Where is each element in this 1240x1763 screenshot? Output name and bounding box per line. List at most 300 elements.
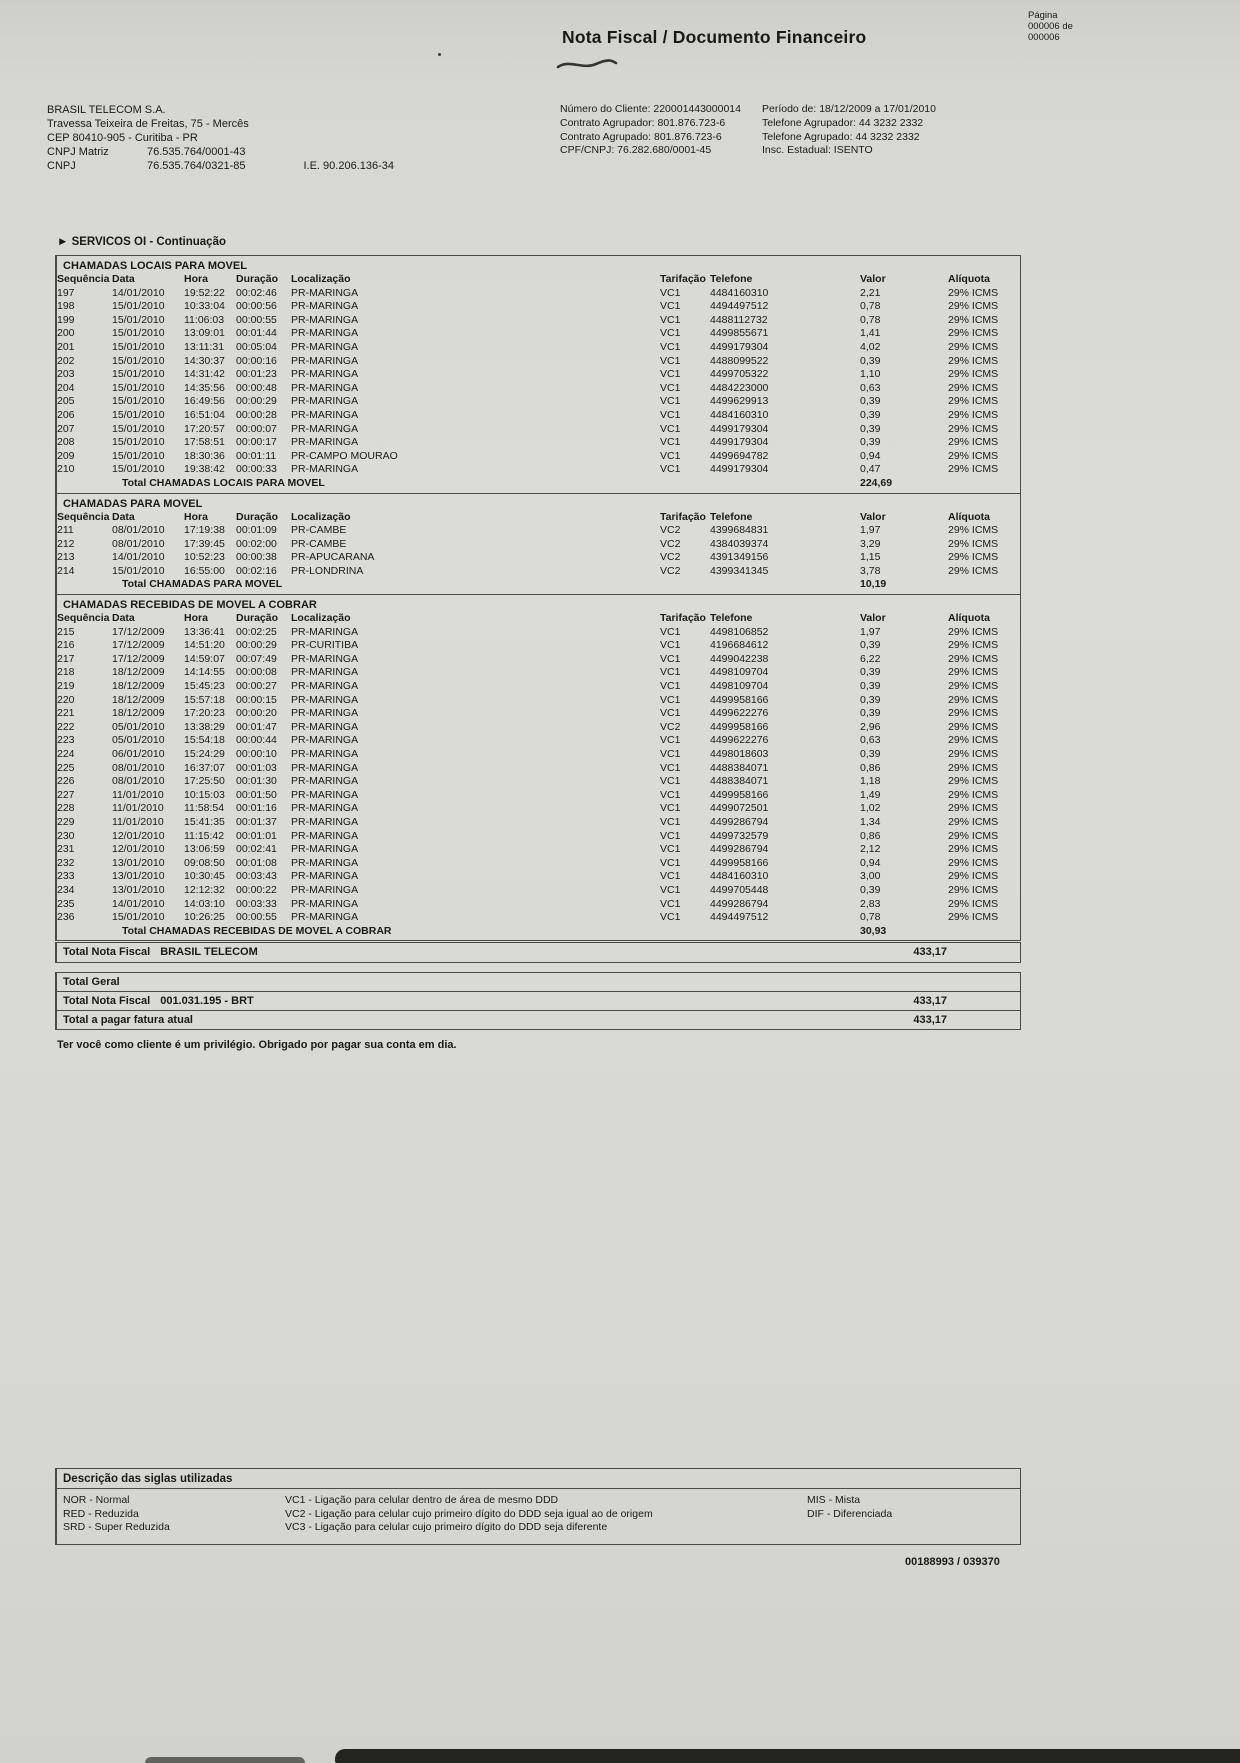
column-header: Sequência <box>57 510 110 523</box>
call-cell: 00:01:11 <box>236 449 277 462</box>
call-cell: 0,39 <box>860 639 881 652</box>
call-cell: 14:59:07 <box>184 652 225 665</box>
column-header: Telefone <box>710 510 753 523</box>
call-cell: 215 <box>57 625 75 638</box>
call-cell: 19:38:42 <box>184 463 225 476</box>
call-row <box>57 843 1020 857</box>
call-cell: 0,78 <box>860 300 881 313</box>
call-row <box>57 911 1020 925</box>
call-cell: 225 <box>57 761 75 774</box>
call-cell: 13:09:01 <box>184 327 225 340</box>
call-cell: 08/01/2010 <box>112 524 165 537</box>
call-cell: 13:38:29 <box>184 720 225 733</box>
call-cell: 0,63 <box>860 381 881 394</box>
client-number: Número do Cliente: 220001443000014 <box>560 103 741 115</box>
call-cell: 3,00 <box>860 870 881 883</box>
call-tables <box>57 256 1020 940</box>
total-nota-fiscal-sublabel: BRASIL TELECOM <box>160 946 258 958</box>
call-cell: VC1 <box>660 680 681 693</box>
siglas-column-1 <box>63 1494 285 1535</box>
call-cell: PR-CAMBE <box>291 537 347 550</box>
call-cell: 15/01/2010 <box>112 422 165 435</box>
call-cell: 29% ICMS <box>948 422 999 435</box>
call-cell: 4499958166 <box>710 693 769 706</box>
call-cell: 201 <box>57 340 75 353</box>
call-cell: VC1 <box>660 395 681 408</box>
call-row <box>57 639 1020 653</box>
cnpj-value: 76.535.764/0321-85 <box>147 160 246 172</box>
call-cell: VC2 <box>660 564 681 577</box>
call-cell: VC1 <box>660 286 681 299</box>
call-cell: 29% ICMS <box>948 707 999 720</box>
call-cell: 4494497512 <box>710 911 769 924</box>
total-a-pagar-value: 433,17 <box>913 1014 947 1026</box>
call-cell: VC1 <box>660 327 681 340</box>
call-cell: 14:14:55 <box>184 666 225 679</box>
call-cell: 4488099522 <box>710 354 769 367</box>
call-cell: PR-MARINGA <box>291 300 359 313</box>
call-cell: PR-MARINGA <box>291 748 359 760</box>
call-cell: 4488384071 <box>710 761 769 774</box>
total-geral-box <box>55 972 1021 1030</box>
call-row <box>57 707 1020 721</box>
call-cell: 4498109704 <box>710 666 769 679</box>
call-cell: 16:49:56 <box>184 395 225 408</box>
call-cell: 18/12/2009 <box>112 693 165 706</box>
call-cell: PR-MARINGA <box>291 843 359 856</box>
column-header: Hora <box>184 612 208 625</box>
call-cell: 4484160310 <box>710 286 769 299</box>
call-cell: 0,39 <box>860 395 881 408</box>
call-row <box>57 551 1020 565</box>
call-cell: 00:01:44 <box>236 327 277 340</box>
cnpj-matriz-label: CNPJ Matriz <box>47 146 109 158</box>
call-cell: 16:37:07 <box>184 761 225 774</box>
call-cell: 0,39 <box>860 680 881 693</box>
call-cell: 00:00:48 <box>236 381 277 394</box>
call-cell: 13:06:59 <box>184 843 225 856</box>
call-cell: 29% ICMS <box>948 734 999 747</box>
call-cell: PR-MARINGA <box>291 680 359 693</box>
call-cell: 4499958166 <box>710 856 769 869</box>
call-cell: VC2 <box>660 551 681 564</box>
call-table-total-label: Total CHAMADAS PARA MOVEL <box>122 578 283 591</box>
call-cell: 0,78 <box>860 313 881 326</box>
call-cell: 1,49 <box>860 788 881 801</box>
call-cell: VC1 <box>660 883 681 896</box>
call-row <box>57 734 1020 748</box>
call-cell: 197 <box>57 286 75 299</box>
call-cell: PR-MARINGA <box>291 775 359 788</box>
call-cell: 4499705322 <box>710 368 769 381</box>
call-cell: 0,63 <box>860 734 881 747</box>
call-cell: 10:30:45 <box>184 870 225 883</box>
column-header: Telefone <box>710 273 753 285</box>
call-cell: 17:20:57 <box>184 422 225 435</box>
call-cell: 235 <box>57 897 75 910</box>
call-cell: 29% ICMS <box>948 639 999 652</box>
call-cell: 4498106852 <box>710 625 769 638</box>
call-cell: 29% ICMS <box>948 815 999 828</box>
call-cell: 2,21 <box>860 286 881 299</box>
column-header: Data <box>112 510 135 523</box>
call-cell: PR-MARINGA <box>291 666 359 679</box>
call-cell: 05/01/2010 <box>112 734 165 747</box>
call-cell: 212 <box>57 537 75 550</box>
call-row <box>57 395 1020 409</box>
call-cell: 228 <box>57 802 75 815</box>
call-cell: 00:00:16 <box>236 354 277 367</box>
call-cell: 198 <box>57 300 75 313</box>
call-cell: 217 <box>57 652 75 665</box>
call-cell: 00:03:33 <box>236 897 277 910</box>
call-cell: 0,86 <box>860 761 881 774</box>
call-row <box>57 300 1020 314</box>
call-cell: 0,39 <box>860 748 881 760</box>
call-cell: 4484160310 <box>710 408 769 421</box>
call-cell: VC2 <box>660 537 681 550</box>
sigla-red: RED - Reduzida <box>63 1507 139 1520</box>
call-row <box>57 436 1020 450</box>
call-table-title: CHAMADAS PARA MOVEL <box>63 497 203 510</box>
call-cell: 11:15:42 <box>184 829 225 842</box>
sigla-nor: NOR - Normal <box>63 1494 130 1506</box>
page-info <box>1028 10 1073 43</box>
call-cell: VC1 <box>660 748 681 760</box>
call-row <box>57 538 1020 552</box>
call-cell: 219 <box>57 680 75 693</box>
call-cell: PR-MARINGA <box>291 354 359 367</box>
sigla-vc2: VC2 - Ligação para celular cujo primeiro dígito do DDD seja igual ao de origem <box>285 1507 653 1520</box>
call-cell: 216 <box>57 639 75 652</box>
call-cell: 204 <box>57 381 75 394</box>
call-cell: VC1 <box>660 856 681 869</box>
call-cell: VC1 <box>660 761 681 774</box>
call-cell: 232 <box>57 856 75 869</box>
call-cell: VC1 <box>660 368 681 381</box>
call-cell: 4499855671 <box>710 327 769 340</box>
call-cell: 29% ICMS <box>948 327 999 340</box>
call-cell: 208 <box>57 436 75 449</box>
call-cell: 1,15 <box>860 551 881 564</box>
call-cell: 29% ICMS <box>948 551 999 564</box>
call-cell: 00:00:28 <box>236 408 277 421</box>
call-cell: 4499705448 <box>710 883 769 896</box>
thank-you-message: Ter você como cliente é um privilégio. Obrigado por pagar sua conta em dia. <box>57 1039 457 1051</box>
call-cell: 4499179304 <box>710 436 769 449</box>
call-cell: 220 <box>57 693 75 706</box>
call-cell: VC1 <box>660 666 681 679</box>
services-table-container <box>55 255 1021 941</box>
call-cell: 16:55:00 <box>184 564 225 577</box>
call-cell: PR-MARINGA <box>291 436 359 449</box>
call-cell: 4499622276 <box>710 734 769 747</box>
call-cell: VC1 <box>660 815 681 828</box>
call-cell: 00:01:08 <box>236 856 277 869</box>
column-header: Data <box>112 612 135 625</box>
call-cell: 1,10 <box>860 368 881 381</box>
call-cell: 200 <box>57 327 75 340</box>
call-cell: 14/01/2010 <box>112 551 165 564</box>
call-cell: VC1 <box>660 788 681 801</box>
call-cell: 09:08:50 <box>184 856 225 869</box>
column-header: Valor <box>860 612 886 625</box>
call-cell: 4488384071 <box>710 775 769 788</box>
call-cell: 15/01/2010 <box>112 340 165 353</box>
call-row <box>57 463 1020 477</box>
call-cell: 233 <box>57 870 75 883</box>
call-cell: 29% ICMS <box>948 354 999 367</box>
call-cell: 13:36:41 <box>184 625 225 638</box>
call-cell: 229 <box>57 815 75 828</box>
call-row <box>57 816 1020 830</box>
call-cell: 1,97 <box>860 524 881 537</box>
call-cell: VC1 <box>660 639 681 652</box>
call-cell: VC2 <box>660 720 681 733</box>
call-row <box>57 694 1020 708</box>
call-cell: 00:02:41 <box>236 843 277 856</box>
call-cell: PR-CURITIBA <box>291 639 359 652</box>
call-cell: 00:01:47 <box>236 720 277 733</box>
call-cell: 00:01:01 <box>236 829 277 842</box>
column-header: Hora <box>184 273 208 285</box>
call-cell: 11:58:54 <box>184 802 225 815</box>
call-cell: 18:30:36 <box>184 449 225 462</box>
call-cell: 13/01/2010 <box>112 883 165 896</box>
call-cell: 10:15:03 <box>184 788 225 801</box>
periodo: Período de: 18/12/2009 a 17/01/2010 <box>762 103 936 115</box>
call-cell: 15/01/2010 <box>112 463 165 476</box>
call-cell: 14/01/2010 <box>112 897 165 910</box>
call-cell: PR-CAMBE <box>291 524 347 537</box>
client-cpf-cnpj: CPF/CNPJ: 76.282.680/0001-45 <box>560 144 712 157</box>
call-cell: 12:12:32 <box>184 883 225 896</box>
call-cell: VC1 <box>660 300 681 313</box>
call-cell: 00:02:25 <box>236 625 277 638</box>
call-cell: 13:11:31 <box>184 340 225 353</box>
call-cell: PR-MARINGA <box>291 720 359 733</box>
call-cell: 4399341345 <box>710 564 769 577</box>
call-cell: VC1 <box>660 449 681 462</box>
sigla-srd: SRD - Super Reduzida <box>63 1521 170 1533</box>
column-header: Valor <box>860 273 886 285</box>
call-table-title: CHAMADAS RECEBIDAS DE MOVEL A COBRAR <box>63 599 317 612</box>
call-cell: 00:02:00 <box>236 537 277 550</box>
call-cell: 0,86 <box>860 829 881 842</box>
call-cell: VC1 <box>660 693 681 706</box>
insc-estadual: Insc. Estadual: ISENTO <box>762 144 873 157</box>
call-table-header-row <box>57 612 1020 626</box>
call-cell: 4499286794 <box>710 843 769 856</box>
call-cell: 29% ICMS <box>948 693 999 706</box>
call-cell: VC1 <box>660 652 681 665</box>
call-cell: 29% ICMS <box>948 720 999 733</box>
call-cell: 4499732579 <box>710 829 769 842</box>
call-cell: 29% ICMS <box>948 883 999 896</box>
call-cell: PR-MARINGA <box>291 802 359 815</box>
call-table-section <box>57 493 1020 595</box>
call-cell: 4499179304 <box>710 463 769 476</box>
call-cell: 211 <box>57 524 74 537</box>
column-header: Alíquota <box>948 612 990 625</box>
call-cell: 4196684612 <box>710 639 769 652</box>
call-table <box>57 273 1020 493</box>
call-cell: 08/01/2010 <box>112 761 165 774</box>
call-cell: 206 <box>57 408 75 421</box>
call-cell: 29% ICMS <box>948 463 999 476</box>
call-cell: 15/01/2010 <box>112 327 165 340</box>
call-cell: PR-MARINGA <box>291 286 359 299</box>
total-a-pagar-row <box>57 1011 1020 1029</box>
call-cell: 19:52:22 <box>184 286 225 299</box>
call-cell: 00:00:33 <box>236 463 277 476</box>
column-header: Alíquota <box>948 273 990 285</box>
call-cell: 2,96 <box>860 720 881 733</box>
call-row <box>57 423 1020 437</box>
column-header: Localização <box>291 273 351 285</box>
pen-dot-mark <box>438 53 441 56</box>
call-row <box>57 830 1020 844</box>
call-cell: PR-MARINGA <box>291 856 359 869</box>
column-header: Duração <box>236 612 279 625</box>
call-cell: 0,39 <box>860 666 881 679</box>
call-cell: 0,39 <box>860 707 881 720</box>
call-cell: 08/01/2010 <box>112 537 165 550</box>
call-cell: PR-MARINGA <box>291 870 359 883</box>
call-cell: 11/01/2010 <box>112 802 164 815</box>
call-cell: 00:03:43 <box>236 870 277 883</box>
company-cnpj-line <box>47 159 394 173</box>
call-cell: 4498018603 <box>710 748 769 760</box>
call-cell: 29% ICMS <box>948 652 999 665</box>
call-row <box>57 666 1020 680</box>
call-cell: 0,39 <box>860 436 881 449</box>
call-cell: 00:00:22 <box>236 883 277 896</box>
call-cell: 230 <box>57 829 75 842</box>
call-cell: 4,02 <box>860 340 881 353</box>
call-cell: 29% ICMS <box>948 564 999 577</box>
siglas-title: Descrição das siglas utilizadas <box>57 1469 1020 1489</box>
call-table-total-value: 10,19 <box>860 578 887 591</box>
call-cell: VC1 <box>660 775 681 788</box>
call-cell: 14:35:56 <box>184 381 225 394</box>
call-cell: 4499042238 <box>710 652 769 665</box>
call-table-total-row <box>57 477 1020 493</box>
call-cell: 00:00:20 <box>236 707 277 720</box>
call-cell: 1,18 <box>860 775 881 788</box>
call-cell: 4499622276 <box>710 707 769 720</box>
call-cell: 00:00:29 <box>236 639 277 652</box>
call-cell: 29% ICMS <box>948 843 999 856</box>
column-header: Localização <box>291 612 351 625</box>
call-row <box>57 884 1020 898</box>
call-cell: 210 <box>57 463 75 476</box>
call-cell: 17:39:45 <box>184 537 225 550</box>
call-cell: VC1 <box>660 463 681 476</box>
call-cell: 29% ICMS <box>948 897 999 910</box>
call-cell: 15/01/2010 <box>112 395 165 408</box>
call-cell: VC1 <box>660 422 681 435</box>
call-cell: 15:41:35 <box>184 815 225 828</box>
call-row <box>57 382 1020 396</box>
call-cell: 00:07:49 <box>236 652 277 665</box>
call-cell: 0,39 <box>860 422 881 435</box>
call-cell: VC1 <box>660 897 681 910</box>
column-header: Data <box>112 273 135 285</box>
call-cell: PR-MARINGA <box>291 340 359 353</box>
call-cell: 29% ICMS <box>948 436 999 449</box>
call-cell: 29% ICMS <box>948 856 999 869</box>
call-cell: 00:00:17 <box>236 436 277 449</box>
call-cell: 08/01/2010 <box>112 775 165 788</box>
call-cell: 213 <box>57 551 75 564</box>
call-cell: 29% ICMS <box>948 408 999 421</box>
column-header: Tarifação <box>660 612 706 625</box>
company-cnpj-matriz-line <box>47 145 394 159</box>
call-cell: VC1 <box>660 408 681 421</box>
call-cell: 0,78 <box>860 911 881 924</box>
call-cell: 0,94 <box>860 449 881 462</box>
call-cell: PR-MARINGA <box>291 734 359 747</box>
call-cell: 3,29 <box>860 537 881 550</box>
call-cell: 16:51:04 <box>184 408 225 421</box>
sigla-vc3: VC3 - Ligação para celular cujo primeiro dígito do DDD seja diferente <box>285 1521 608 1533</box>
call-cell: VC2 <box>660 524 681 537</box>
call-cell: 214 <box>57 564 75 577</box>
call-cell: 29% ICMS <box>948 761 999 774</box>
call-cell: 226 <box>57 775 75 788</box>
call-cell: 4384039374 <box>710 537 769 550</box>
call-row <box>57 775 1020 789</box>
call-cell: 4484160310 <box>710 870 769 883</box>
call-cell: 4499072501 <box>710 802 769 815</box>
page-title: Nota Fiscal / Documento Financeiro <box>562 27 867 47</box>
total-nota-fiscal-label: Total Nota Fiscal <box>63 946 151 958</box>
call-cell: 29% ICMS <box>948 666 999 679</box>
call-cell: 10:26:25 <box>184 911 225 924</box>
column-header: Tarifação <box>660 273 706 285</box>
call-cell: 4499694782 <box>710 449 769 462</box>
call-cell: PR-MARINGA <box>291 693 359 706</box>
call-cell: 14:51:20 <box>184 639 225 652</box>
total-nota-fiscal-row <box>55 942 1021 963</box>
call-row <box>57 653 1020 667</box>
section-title-servicos-oi: ► SERVICOS OI - Continuação <box>57 236 226 248</box>
call-cell: 13/01/2010 <box>112 856 165 869</box>
call-cell: 00:01:37 <box>236 815 277 828</box>
call-cell: 15/01/2010 <box>112 368 165 381</box>
call-table-total-label: Total CHAMADAS RECEBIDAS DE MOVEL A COBRAR <box>122 924 392 937</box>
call-cell: 15:45:23 <box>184 680 225 693</box>
call-cell: 29% ICMS <box>948 449 999 462</box>
call-row <box>57 857 1020 871</box>
call-cell: 205 <box>57 395 75 408</box>
page-info-label: Página <box>1028 10 1058 21</box>
call-cell: 4494497512 <box>710 300 769 313</box>
siglas-column-2 <box>285 1494 807 1535</box>
call-cell: PR-MARINGA <box>291 422 359 435</box>
call-row <box>57 789 1020 803</box>
call-table-total-row <box>57 925 1020 941</box>
call-row <box>57 341 1020 355</box>
call-cell: 29% ICMS <box>948 381 999 394</box>
call-cell: 06/01/2010 <box>112 748 165 760</box>
call-row <box>57 898 1020 912</box>
call-cell: 00:00:55 <box>236 911 277 924</box>
call-cell: 15/01/2010 <box>112 564 165 577</box>
call-cell: PR-CAMPO MOURAO <box>291 449 398 462</box>
call-cell: 6,22 <box>860 652 881 665</box>
